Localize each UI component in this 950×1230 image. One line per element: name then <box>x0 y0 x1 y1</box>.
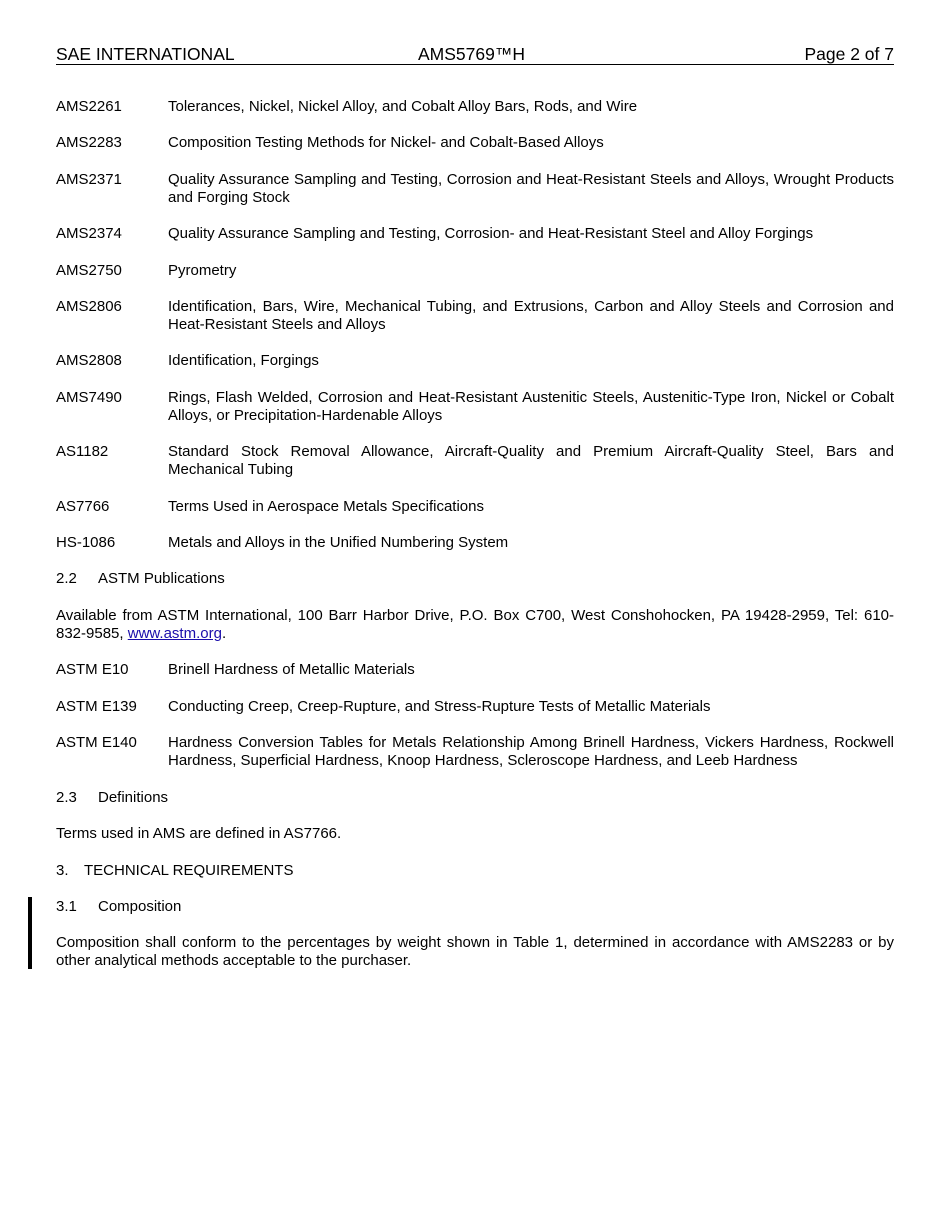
section-title: TECHNICAL REQUIREMENTS <box>84 862 294 879</box>
reference-title: Quality Assurance Sampling and Testing, Corrosion- and Heat-Resistant Steel and Alloy Forgings <box>168 225 814 242</box>
reference-row <box>56 498 894 516</box>
reference-row <box>56 698 894 716</box>
section-number: 3. <box>56 862 69 879</box>
reference-title: Hardness Conversion Tables for Metals Relationship Among Brinell Hardness, Vickers Hardness, Rockwell Hardness, Superficial Hardness, Knoop Hardness, Scleroscope Hardness, and Leeb Hardness <box>168 734 894 769</box>
reference-title: Terms Used in Aerospace Metals Specifications <box>168 498 484 515</box>
reference-row <box>56 734 894 770</box>
reference-row <box>56 98 894 116</box>
section-number: 3.1 <box>56 898 77 915</box>
reference-code: ASTM E140 <box>56 734 137 751</box>
section-heading-2-2 <box>56 570 225 588</box>
reference-title: Composition Testing Methods for Nickel- and Cobalt-Based Alloys <box>168 134 604 151</box>
section-title: ASTM Publications <box>98 570 225 587</box>
reference-title: Conducting Creep, Creep-Rupture, and Stress-Rupture Tests of Metallic Materials <box>168 698 711 715</box>
reference-code: AMS7490 <box>56 389 122 406</box>
reference-row <box>56 134 894 152</box>
reference-code: AMS2750 <box>56 262 122 279</box>
reference-code: AS1182 <box>56 443 109 460</box>
section-title: Composition <box>98 898 182 915</box>
reference-row <box>56 661 894 679</box>
reference-code: HS-1086 <box>56 534 116 551</box>
astm-website-link[interactable]: www.astm.org <box>127 625 222 642</box>
revision-change-bar <box>28 897 32 969</box>
reference-code: ASTM E139 <box>56 698 137 715</box>
reference-row <box>56 534 894 552</box>
reference-row <box>56 352 894 370</box>
reference-row <box>56 298 894 334</box>
reference-code: AMS2808 <box>56 352 122 369</box>
reference-code: AMS2374 <box>56 225 122 242</box>
definitions-paragraph: Terms used in AMS are defined in AS7766. <box>56 825 342 842</box>
reference-title: Rings, Flash Welded, Corrosion and Heat-Resistant Austenitic Steels, Austenitic-Type Iron, Nickel or Cobalt Alloys, or Precipitation-Hardenable Alloys <box>168 389 894 424</box>
reference-row <box>56 443 894 479</box>
reference-title: Tolerances, Nickel, Nickel Alloy, and Cobalt Alloy Bars, Rods, and Wire <box>168 98 638 115</box>
reference-code: AMS2371 <box>56 171 122 188</box>
reference-title: Brinell Hardness of Metallic Materials <box>168 661 415 678</box>
astm-availability-paragraph <box>56 607 894 643</box>
reference-title: Pyrometry <box>168 262 237 279</box>
reference-row <box>56 225 894 243</box>
reference-title: Metals and Alloys in the Unified Numbering System <box>168 534 509 551</box>
header-page-number: Page 2 of 7 <box>804 44 894 64</box>
section-number: 2.2 <box>56 570 77 587</box>
reference-code: ASTM E10 <box>56 661 129 678</box>
reference-row <box>56 262 894 280</box>
reference-title: Quality Assurance Sampling and Testing, Corrosion and Heat-Resistant Steels and Alloys, Wrought Products and Forging Stock <box>168 171 894 206</box>
reference-code: AMS2806 <box>56 298 122 315</box>
reference-title: Identification, Bars, Wire, Mechanical Tubing, and Extrusions, Carbon and Alloy Steels and Corrosion and Heat-Resistant Steels and Alloys <box>168 298 894 333</box>
reference-row <box>56 389 894 425</box>
reference-row <box>56 171 894 207</box>
reference-code: AMS2261 <box>56 98 122 115</box>
section-heading-3 <box>56 862 293 880</box>
availability-trailing: . <box>221 625 227 642</box>
section-number: 2.3 <box>56 789 77 806</box>
reference-code: AMS2283 <box>56 134 122 151</box>
page-header <box>56 44 894 65</box>
section-heading-2-3 <box>56 789 168 807</box>
availability-text: Available from ASTM International, 100 Barr Harbor Drive, P.O. Box C700, West Conshohocken, PA 19428-2959, Tel: 610-832-9585, <box>56 607 894 642</box>
reference-title: Identification, Forgings <box>168 352 319 369</box>
reference-title: Standard Stock Removal Allowance, Aircraft-Quality and Premium Aircraft-Quality Steel, Bars and Mechanical Tubing <box>168 443 894 478</box>
header-document-number: AMS5769™H <box>418 44 525 64</box>
header-organization: SAE INTERNATIONAL <box>56 44 235 64</box>
reference-code: AS7766 <box>56 498 110 515</box>
composition-paragraph: Composition shall conform to the percentages by weight shown in Table 1, determined in accordance with AMS2283 or by other analytical methods acceptable to the purchaser. <box>56 934 894 969</box>
section-heading-3-1 <box>56 898 181 916</box>
section-title: Definitions <box>98 789 169 806</box>
